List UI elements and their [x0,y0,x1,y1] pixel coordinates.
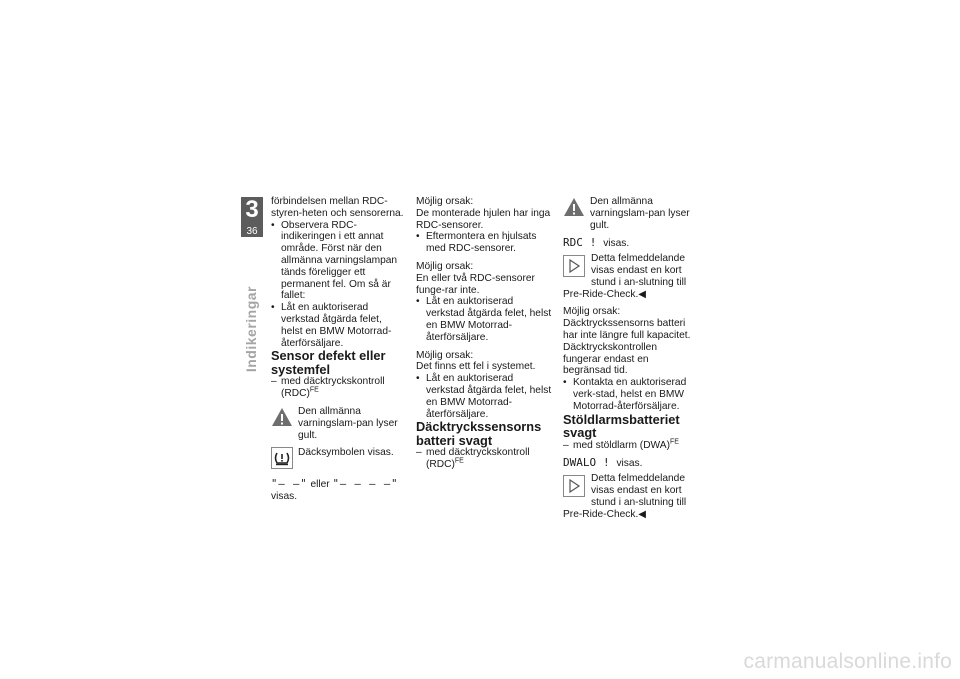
dash-text: med däcktryckskontroll (RDC) [281,376,385,400]
dash-item [271,376,406,400]
bullet-item: • Observera RDC-indikeringen i ett annat område. Först när den allmänna varningslampan tänds föreligger ett permanent fel. Om så är fallet: [271,220,406,303]
dash-item [416,447,552,471]
bullet-item: • Låt en auktoriserad verkstad åtgärda felet, helst en BMW Motorrad-återförsäljare. [416,296,552,343]
tire-row [271,447,406,469]
bullet-item: • Låt en auktoriserad verkstad åtgärda felet, helst en BMW Motorrad-återförsäljare. [271,302,406,349]
sup-fe: FE [669,438,679,446]
section-heading: Stöldlarmsbatteriet svagt [563,411,680,441]
message-row [563,473,697,520]
display-code: "– – – –" [332,478,399,491]
play-arrow-icon [563,475,585,497]
display-line [271,479,406,503]
sup-fe: FE [309,386,319,394]
chapter-number: 3 [245,196,259,223]
column-3 [563,196,697,520]
side-label-text: Indikeringar [243,285,259,372]
bullet-item: • Eftermontera en hjulsats med RDC-sensorer. [416,231,552,255]
bullet-item: • Låt en auktoriserad verkstad åtgärda felet, helst en BMW Motorrad-återförsäljare. [416,373,552,420]
dwa-code: DWALO [563,456,597,470]
cause-text: En eller två RDC-sensorer funge-rar inte. [416,272,535,296]
sup-fe: FE [454,457,464,465]
dwa-visas: visas. [616,458,643,470]
side-label [236,262,266,372]
column-2 [416,196,552,471]
cause-text: Det finns ett fel i systemet. [416,361,536,373]
display-or: eller [310,479,330,491]
watermark: carmanualsonline.info [743,650,952,673]
tire-text: Däcksymbolen visas. [298,447,394,459]
column-1 [271,196,406,503]
play-arrow-icon [563,255,585,277]
cause-label: Möjlig orsak: [416,260,474,272]
section-heading: Sensor defekt eller systemfel [271,348,386,377]
section-heading: Däcktryckssensorns batteri svagt [416,419,542,448]
warning-row [271,406,406,441]
page-number: 36 [246,226,258,237]
cause-label: Möjlig orsak: [416,349,474,361]
rdc-visas: visas. [603,238,630,250]
dash-text: med däcktryckskontroll (RDC) [426,447,530,471]
rdc-code: RDC [563,236,583,250]
cause-text: Däcktryckssensorns batteri har inte längre full kapacitet. Däcktryckskontrollen fungerar endast en begränsad tid. [563,318,691,377]
warning-text: Den allmänna varningslam-pan lyser gult. [590,196,690,231]
warning-triangle-icon [563,196,585,218]
message-text: Detta felmeddelande visas endast en kort stund i an-slutning till Pre-Ride-Check.◀ [563,253,687,300]
bullet-item: • Kontakta en auktoriserad verk-stad, helst en BMW Motorrad-återförsäljare. [563,377,697,412]
cause-label: Möjlig orsak: [416,196,474,207]
display-code: "– –" [271,478,308,491]
warning-row [563,196,697,231]
dwa-mark: ! [602,456,610,470]
display-end: visas. [271,491,298,503]
warning-triangle-icon [271,406,293,428]
message-text: Detta felmeddelande visas endast en kort stund i an-slutning till Pre-Ride-Check.◀ [563,473,687,520]
rdc-mark: ! [589,236,597,250]
intro-text: förbindelsen mellan RDC-styren-heten och sensorerna. [271,196,404,219]
dash-item [563,440,697,452]
dwa-display-line [563,457,697,470]
tire-pressure-icon [271,447,293,469]
message-row [563,253,697,300]
warning-text: Den allmänna varningslam-pan lyser gult. [298,405,398,441]
cause-label: Möjlig orsak: [563,306,621,318]
cause-text: De monterade hjulen har inga RDC-sensorer. [416,207,551,231]
dash-text: med stöldlarm (DWA) [573,439,670,451]
rdc-display-line [563,237,697,250]
